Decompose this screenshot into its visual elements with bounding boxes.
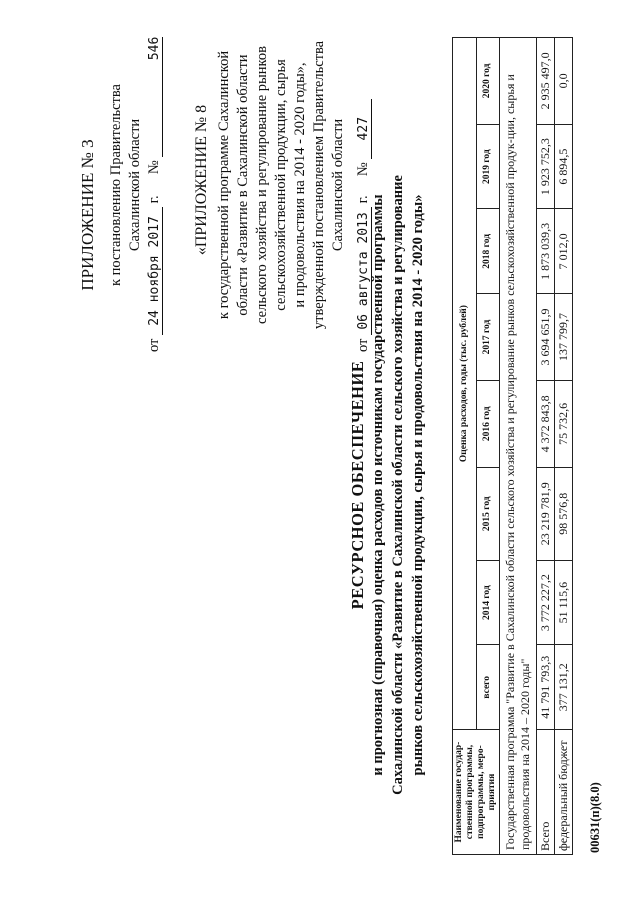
appendix8-line: сельского хозяйства и регулирование рынков	[254, 46, 270, 324]
program-name: Государственная программа "Развитие в Сахалинской области сельского хозяйства и регулирование рынков сельскохозяйственной продук-ции, сырья и продовольствия на 2014 – 2020 годы"	[500, 38, 537, 855]
column-header: 2016 год	[476, 380, 500, 467]
appendix8-text	[215, 10, 348, 360]
cell-value: 41 791 793,3	[537, 645, 555, 730]
cell-value: 4 372 843,8	[537, 380, 555, 467]
cell-value: 1 873 039,3	[537, 209, 555, 294]
appendix8-line: к государственной программе Сахалинской	[216, 50, 232, 320]
cell-value: 1 923 752,3	[537, 124, 555, 209]
cell-value: 75 732,6	[555, 380, 573, 467]
column-header: 2014 год	[476, 560, 500, 645]
number-label: №	[146, 160, 162, 175]
cell-value: 6 894,5	[555, 124, 573, 209]
document-heading: РЕСУРСНОЕ ОБЕСПЕЧЕНИЕ	[348, 360, 367, 610]
cell-value: 2 935 497,0	[537, 38, 555, 125]
heading-line: Сахалинской области «Развитие в Сахалинской области сельского хозяйства и регулирование	[390, 175, 406, 795]
cell-value: 23 219 781,9	[537, 467, 555, 560]
resource-table	[452, 37, 573, 855]
appendix-title: ПРИЛОЖЕНИЕ № 3	[78, 139, 97, 291]
name-column-header: Наименование государ-ственной программы, подпрограммы, меро-приятия	[453, 730, 500, 855]
appendix8-line: сельскохозяйственной продукции, сырья	[273, 59, 289, 311]
row-label: Всего	[537, 730, 555, 855]
cell-value: 98 576,8	[555, 467, 573, 560]
footer-code: 00631(п)(8.0)	[588, 782, 602, 853]
approval-number: 546	[147, 37, 163, 157]
column-header: всего	[476, 645, 500, 730]
approval-date-line	[146, 17, 163, 352]
heading-line: и прогнозная (справочная) оценка расходов по источникам государственной программы	[370, 194, 386, 776]
cell-value: 0,0	[555, 38, 573, 125]
number-label: №	[355, 162, 371, 177]
from-label: от	[146, 338, 162, 352]
column-header: 2019 год	[476, 124, 500, 209]
table-row	[537, 38, 555, 855]
year-suffix: г.	[355, 195, 371, 204]
cell-value: 7 012,0	[555, 209, 573, 294]
table-row	[555, 38, 573, 855]
region-line: Сахалинской области	[127, 118, 143, 252]
resolution-line: к постановлению Правительства	[108, 84, 124, 286]
appendix8-line: и продовольствия на 2014 - 2020 годы»,	[292, 62, 308, 308]
group-header: Оценка расходов, годы (тыс. рублей)	[453, 38, 477, 730]
appendix8-line: области «Развитие в Сахалинской области	[235, 54, 251, 316]
appendix8-line: утвержденной постановлением Правительства	[311, 40, 327, 330]
appendix8-date: 06 августа 2013	[356, 207, 372, 335]
cell-value: 51 115,6	[555, 560, 573, 645]
appendix8-line: Сахалинской области	[330, 118, 346, 252]
heading-line: рынков сельскохозяйственной продукции, сырья и продовольствия на 2014 - 2020 годы»	[410, 194, 426, 776]
table-header-row	[453, 38, 477, 855]
approval-date: 24 ноября 2017	[147, 207, 163, 335]
cell-value: 137 799,7	[555, 294, 573, 381]
program-row	[500, 38, 537, 855]
year-suffix: г.	[146, 195, 162, 204]
cell-value: 3 694 651,9	[537, 294, 555, 381]
column-header: 2015 год	[476, 467, 500, 560]
from-label: от	[355, 338, 371, 352]
row-label: федеральный бюджет	[555, 730, 573, 855]
column-header: 2018 год	[476, 209, 500, 294]
appendix8-title: «ПРИЛОЖЕНИЕ № 8	[193, 104, 210, 256]
column-header: 2017 год	[476, 294, 500, 381]
cell-value: 3 772 227,2	[537, 560, 555, 645]
column-header: 2020 год	[476, 38, 500, 125]
appendix8-number: 427	[356, 99, 372, 159]
cell-value: 377 131,2	[555, 645, 573, 730]
